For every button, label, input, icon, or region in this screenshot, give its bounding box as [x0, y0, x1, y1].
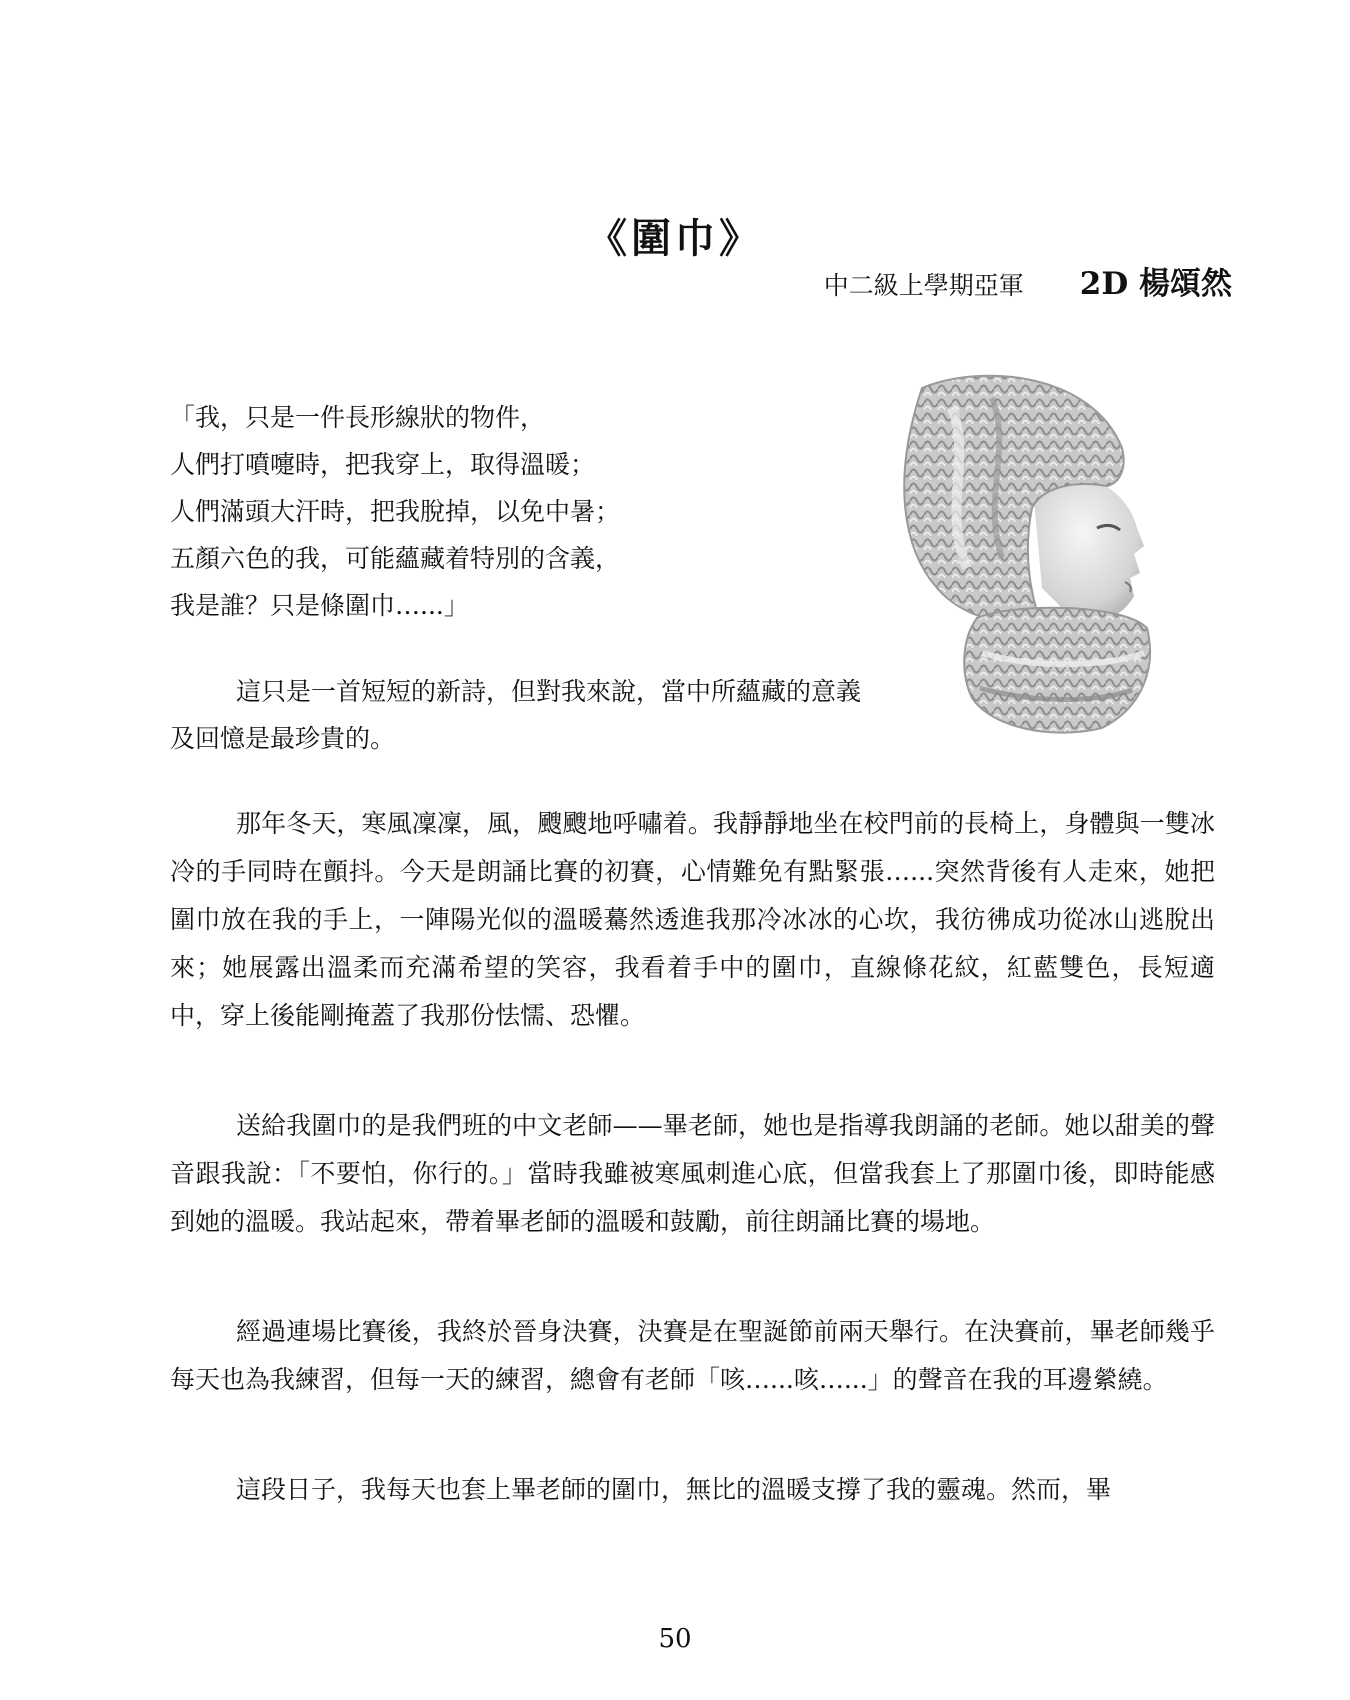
poem-line: 人們滿頭大汗時，把我脫掉，以免中暑； [170, 497, 621, 526]
award-label: 中二級上學期亞軍 [823, 271, 1024, 300]
page-number: 50 [658, 1624, 692, 1654]
body-paragraph: 送給我圍巾的是我們班的中文老師——畢老師，她也是指導我朗誦的老師。她以甜美的聲音跟我說：「不要怕，你行的。」當時我雖被寒風刺進心底，但當我套上了那圍巾後，即時能感到她的溫暖。我站起來，帶着畢老師的溫暖和鼓勵，前往朗誦比賽的場地。 [170, 1111, 1215, 1236]
body-paragraph: 經過連場比賽後，我終於晉身決賽，決賽是在聖誕節前兩天舉行。在決賽前，畢老師幾乎每天也為我練習，但每一天的練習，總會有老師「咳…...咳…...」的聲音在我的耳邊縈繞。 [170, 1317, 1215, 1394]
article-body [170, 800, 1215, 1576]
poem-line: 人們打噴嚏時，把我穿上，取得溫暖； [170, 450, 596, 479]
byline [824, 258, 1232, 303]
knitted-hat-illustration [882, 368, 1182, 738]
poem-line: 「我，只是一件長形線狀的物件， [170, 403, 546, 432]
body-paragraph: 那年冬天，寒風凜凜，風，颼颼地呼嘯着。我靜靜地坐在校門前的長椅上，身體與一雙冰冷的手同時在顫抖。今天是朗誦比賽的初賽，心情難免有點緊張…...突然背後有人走來，她把圍巾放在我的手上，一陣陽光似的溫暖驀然透進我那冷冰冰的心坎，我彷彿成功從冰山逃脫出來；她展露出溫柔而充滿希望的笑容，我看着手中的圍巾，直線條花紋，紅藍雙色，長短適中，穿上後能剛掩蓋了我那份怯懦、恐懼。 [170, 809, 1215, 1030]
body-paragraph: 這段日子，我每天也套上畢老師的圍巾，無比的溫暖支撐了我的靈魂。然而，畢 [236, 1475, 1112, 1504]
poem-line: 我是誰？只是條圍巾…...」 [170, 591, 469, 620]
intro-paragraph: 這只是一首短短的新詩，但對我來說，當中所蘊藏的意義及回憶是最珍貴的。 [170, 677, 862, 753]
page-title: 《圍巾》 [587, 214, 763, 262]
poem [170, 394, 810, 629]
knitted-hat-mannequin-icon [882, 368, 1182, 738]
poem-line: 五顏六色的我，可能蘊藏着特別的含義， [170, 544, 621, 573]
author-name: 2D 楊頌然 [1079, 266, 1232, 302]
